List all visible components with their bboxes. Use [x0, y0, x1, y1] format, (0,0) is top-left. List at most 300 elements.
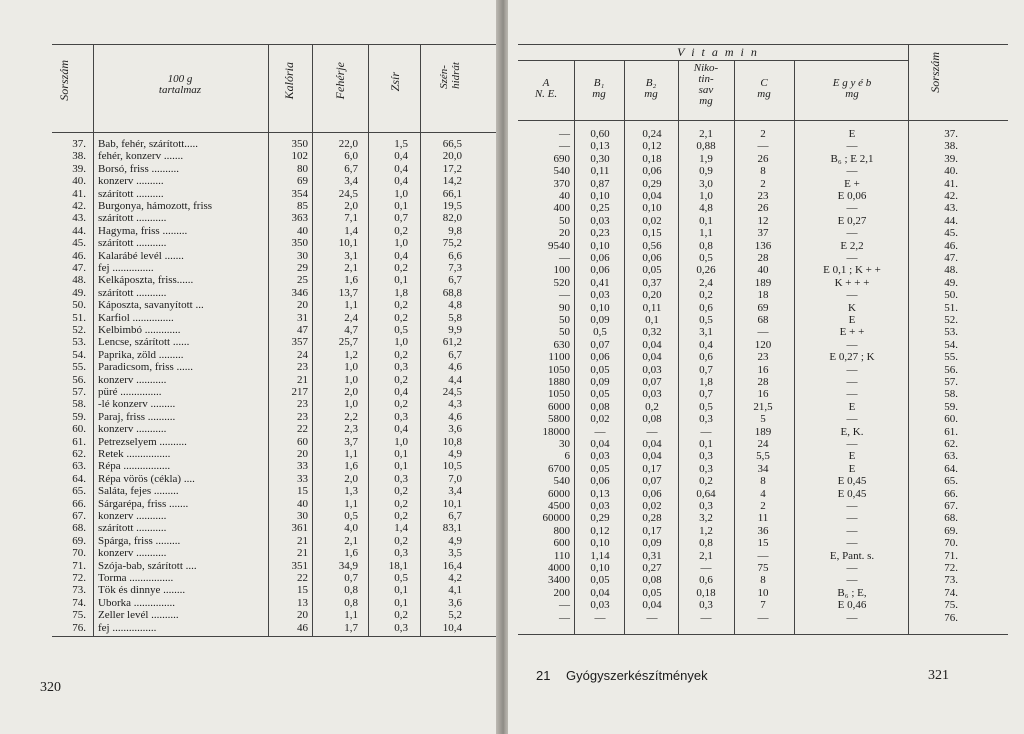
cell-kaloria: 21 — [297, 373, 308, 386]
cell-sorszam: 52. — [72, 324, 86, 336]
cell-zsir: 0,2 — [394, 398, 408, 411]
page-number-left: 320 — [40, 680, 61, 695]
cell-kaloria: 357 — [291, 336, 308, 349]
cell-egyeb: E 0,27 ; K — [829, 351, 875, 364]
cell-b2: 0,31 — [642, 549, 662, 562]
cell-feherje: 0,8 — [344, 584, 358, 597]
cell-zsir: 0,1 — [394, 584, 408, 597]
table-row — [0, 522, 500, 534]
table-row — [508, 202, 1024, 214]
cell-feherje: 22,0 — [338, 138, 358, 150]
cell-zsir: 0,1 — [394, 460, 408, 473]
cell-egyeb: — — [846, 140, 858, 153]
cell-sorszam: 43. — [944, 202, 958, 215]
cell-feherje: 1,1 — [344, 497, 358, 510]
cell-food: szárított ........... — [98, 212, 167, 225]
header-sorszam-right: Sorszám — [928, 52, 942, 93]
cell-food: Burgonya, hámozott, friss — [98, 200, 213, 212]
cell-vitamin-a: 630 — [553, 338, 570, 351]
cell-vitamin-a: 400 — [553, 202, 570, 215]
cell-sorszam: 51. — [944, 301, 958, 314]
cell-zsir: 0,1 — [394, 274, 408, 287]
cell-b2: 0,11 — [642, 301, 662, 314]
table-row — [0, 485, 500, 497]
cell-egyeb: E — [848, 400, 856, 413]
cell-nikotinsav: 2,4 — [699, 276, 713, 289]
cell-b1: 0,09 — [590, 376, 610, 388]
cell-nikotinsav: 0,1 — [699, 438, 713, 450]
cell-egyeb: — — [846, 512, 858, 525]
cell-szenhidrat: 7,3 — [448, 262, 462, 274]
cell-c: — — [757, 611, 769, 624]
table-row — [0, 212, 500, 224]
cell-nikotinsav: 0,5 — [699, 400, 713, 413]
cell-zsir: 0,2 — [394, 311, 408, 324]
cell-c: 68 — [757, 314, 769, 326]
cell-zsir: 0,1 — [394, 448, 408, 460]
cell-b2: 0,03 — [642, 363, 662, 376]
cell-sorszam: 72. — [72, 572, 86, 584]
cell-b2: 0,04 — [642, 190, 662, 202]
cell-kaloria: 361 — [291, 522, 308, 535]
cell-c: 16 — [757, 363, 769, 376]
cell-sorszam: 45. — [72, 237, 86, 250]
cell-szenhidrat: 6,7 — [448, 510, 462, 522]
cell-egyeb: E — [848, 450, 856, 463]
cell-c: 5 — [760, 413, 766, 426]
cell-egyeb: — — [846, 438, 858, 450]
cell-zsir: 1,0 — [394, 187, 408, 200]
cell-sorszam: 46. — [72, 249, 86, 262]
cell-food: Borsó, friss .......... — [98, 162, 179, 175]
cell-food: -lé konzerv ......... — [98, 398, 176, 411]
cell-kaloria: 21 — [297, 534, 308, 547]
cell-zsir: 1,4 — [394, 522, 408, 535]
cell-sorszam: 59. — [944, 400, 958, 413]
cell-sorszam: 70. — [72, 547, 86, 560]
cell-feherje: 2,0 — [344, 472, 358, 485]
cell-kaloria: 85 — [297, 200, 308, 212]
cell-food: Torma ................ — [98, 572, 174, 584]
table-row — [0, 560, 500, 572]
cell-vitamin-a: — — [559, 289, 570, 302]
cell-nikotinsav: 0,8 — [699, 537, 713, 550]
cell-c: 8 — [760, 475, 766, 488]
cell-egyeb: — — [846, 363, 858, 376]
cell-b2: 0,05 — [642, 264, 662, 277]
cell-zsir: 0,4 — [394, 150, 408, 163]
cell-szenhidrat: 10,1 — [442, 497, 462, 510]
cell-feherje: 1,4 — [344, 224, 358, 237]
cell-b1: 0,11 — [590, 165, 610, 178]
cell-kaloria: 354 — [291, 187, 308, 200]
cell-kaloria: 15 — [297, 584, 308, 597]
cell-zsir: 0,3 — [394, 621, 408, 634]
cell-kaloria: 21 — [297, 547, 308, 560]
cell-vitamin-a: 5800 — [548, 413, 570, 426]
cell-nikotinsav: 0,6 — [699, 351, 713, 364]
cell-sorszam: 66. — [944, 487, 958, 500]
cell-b2: 0,05 — [642, 586, 662, 599]
cell-food: szárított ........... — [98, 286, 167, 299]
cell-b2: — — [646, 611, 658, 624]
cell-sorszam: 72. — [944, 562, 958, 574]
cell-b1: 0,10 — [590, 562, 610, 574]
cell-b2: 0,32 — [642, 326, 662, 339]
table-row — [508, 277, 1024, 289]
cell-szenhidrat: 4,2 — [448, 572, 462, 584]
cell-sorszam: 75. — [944, 599, 958, 612]
cell-c: 75 — [757, 562, 769, 574]
table-row — [0, 374, 500, 386]
cell-zsir: 0,2 — [394, 262, 408, 274]
cell-szenhidrat: 66,5 — [442, 138, 462, 150]
cell-egyeb: — — [846, 537, 858, 550]
cell-egyeb: — — [846, 524, 858, 537]
cell-sorszam: 68. — [72, 522, 86, 535]
cell-egyeb: E 0,06 — [837, 190, 867, 202]
cell-szenhidrat: 4,9 — [448, 534, 462, 547]
table-row — [0, 448, 500, 460]
cell-feherje: 10,1 — [338, 237, 358, 250]
cell-zsir: 18,1 — [388, 559, 408, 572]
cell-sorszam: 44. — [944, 214, 958, 227]
cell-szenhidrat: 3,5 — [448, 547, 462, 560]
cell-kaloria: 69 — [297, 175, 308, 188]
cell-kaloria: 23 — [297, 410, 308, 423]
table-row — [508, 488, 1024, 500]
cell-szenhidrat: 14,2 — [442, 175, 462, 188]
cell-egyeb: E, Pant. s. — [829, 549, 875, 562]
cell-sorszam: 76. — [72, 621, 86, 634]
table-row — [508, 413, 1024, 425]
left-table-bottom-rule — [52, 636, 498, 637]
cell-kaloria: 102 — [291, 150, 308, 163]
cell-kaloria: 46 — [297, 621, 308, 634]
cell-feherje: 13,7 — [338, 286, 358, 299]
cell-sorszam: 74. — [72, 596, 86, 609]
cell-kaloria: 350 — [291, 138, 308, 150]
table-row — [508, 252, 1024, 264]
cell-zsir: 0,3 — [394, 472, 408, 485]
cell-food: konzerv ........... — [98, 373, 167, 386]
cell-c: 15 — [757, 537, 769, 550]
cell-vitamin-a: 30 — [559, 438, 570, 450]
left-table-top-rule — [52, 44, 498, 45]
cell-nikotinsav: 1,0 — [699, 190, 713, 202]
cell-szenhidrat: 7,0 — [448, 472, 462, 485]
cell-szenhidrat: 66,1 — [442, 187, 462, 200]
cell-feherje: 2,2 — [344, 410, 358, 423]
cell-szenhidrat: 68,8 — [442, 286, 462, 299]
cell-feherje: 1,7 — [344, 621, 358, 634]
cell-c: 69 — [757, 301, 769, 314]
cell-zsir: 0,4 — [394, 423, 408, 436]
cell-nikotinsav: 2,1 — [699, 549, 713, 562]
cell-feherje: 2,3 — [344, 423, 358, 436]
cell-b2: 0,03 — [642, 388, 662, 401]
cell-b1: 0,10 — [590, 301, 610, 314]
cell-feherje: 4,7 — [344, 324, 358, 336]
cell-egyeb: — — [846, 289, 858, 302]
cell-b2: 0,09 — [642, 537, 662, 550]
cell-food: Paprika, zöld ......... — [98, 348, 184, 361]
right-table-bottom-rule — [518, 634, 1008, 635]
cell-egyeb: — — [846, 562, 858, 574]
table-row — [0, 163, 500, 175]
cell-nikotinsav: 0,7 — [699, 363, 713, 376]
cell-sorszam: 48. — [72, 274, 86, 287]
cell-nikotinsav: 3,1 — [699, 326, 713, 339]
cell-b1: 0,10 — [590, 190, 610, 202]
cell-kaloria: 40 — [297, 497, 308, 510]
cell-sorszam: 60. — [72, 423, 86, 436]
cell-b2: 0,10 — [642, 202, 662, 215]
cell-b1: 0,23 — [590, 227, 610, 240]
cell-zsir: 0,7 — [394, 212, 408, 225]
cell-vitamin-a: 1050 — [548, 388, 570, 401]
table-row — [0, 547, 500, 559]
table-row — [0, 274, 500, 286]
cell-vitamin-a: 6000 — [548, 487, 570, 500]
cell-c: 189 — [754, 425, 772, 438]
cell-b1: 0,06 — [590, 351, 610, 364]
cell-b1: 0,30 — [590, 152, 610, 165]
cell-b1: 0,09 — [590, 314, 610, 326]
cell-szenhidrat: 61,2 — [442, 336, 462, 349]
cell-feherje: 2,1 — [344, 262, 358, 274]
cell-c: 2 — [760, 500, 766, 512]
cell-food: konzerv ........... — [98, 510, 167, 522]
cell-feherje: 0,7 — [344, 572, 358, 584]
cell-sorszam: 54. — [944, 338, 958, 351]
cell-zsir: 1,0 — [394, 336, 408, 349]
cell-szenhidrat: 20,0 — [442, 150, 462, 163]
cell-c: 11 — [757, 512, 769, 525]
cell-c: 23 — [757, 190, 769, 202]
cell-b2: 0,37 — [642, 276, 662, 289]
cell-c: 8 — [760, 165, 766, 178]
cell-kaloria: 346 — [291, 286, 308, 299]
cell-szenhidrat: 10,4 — [442, 621, 462, 634]
cell-sorszam: 57. — [72, 386, 86, 398]
cell-nikotinsav: 0,6 — [699, 301, 713, 314]
cell-zsir: 0,3 — [394, 361, 408, 374]
table-row — [0, 324, 500, 336]
cell-b2: 0,04 — [642, 338, 662, 351]
left-page — [0, 0, 500, 734]
cell-zsir: 1,0 — [394, 435, 408, 448]
cell-egyeb: B₆ ; E, — [837, 586, 867, 599]
cell-vitamin-a: 18000 — [542, 425, 570, 438]
header-feherje: Fehérje — [333, 62, 347, 100]
table-row — [508, 475, 1024, 487]
cell-c: 120 — [754, 338, 772, 351]
cell-szenhidrat: 19,5 — [442, 200, 462, 212]
table-row — [508, 401, 1024, 413]
cell-c: 37 — [757, 227, 769, 240]
cell-b2: 0,06 — [642, 252, 662, 264]
cell-szenhidrat: 17,2 — [442, 162, 462, 175]
cell-kaloria: 24 — [297, 348, 308, 361]
cell-sorszam: 57. — [944, 376, 958, 388]
cell-feherje: 3,1 — [344, 249, 358, 262]
cell-sorszam: 63. — [72, 460, 86, 473]
cell-sorszam: 65. — [72, 485, 86, 498]
cell-sorszam: 64. — [72, 472, 86, 485]
cell-vitamin-a: 110 — [553, 549, 570, 562]
cell-b1: 0,13 — [590, 487, 610, 500]
cell-b1: 0,04 — [590, 586, 610, 599]
cell-sorszam: 75. — [72, 609, 86, 622]
cell-b2: 0,04 — [642, 351, 662, 364]
cell-vitamin-a: 90 — [559, 301, 570, 314]
cell-szenhidrat: 4,3 — [448, 398, 462, 411]
cell-vitamin-a: 6000 — [548, 400, 570, 413]
cell-b1: 0,87 — [590, 177, 610, 190]
footer-section-title: Gyógyszerkészítmények — [566, 668, 708, 683]
cell-b2: 0,08 — [642, 574, 662, 587]
cell-kaloria: 40 — [297, 224, 308, 237]
cell-b2: 0,18 — [642, 152, 662, 165]
cell-szenhidrat: 5,2 — [448, 609, 462, 622]
cell-zsir: 0,5 — [394, 324, 408, 336]
cell-sorszam: 55. — [72, 361, 86, 374]
cell-b1: 0,03 — [590, 289, 610, 302]
cell-egyeb: — — [846, 202, 858, 215]
cell-zsir: 1,5 — [394, 138, 408, 150]
table-row — [508, 587, 1024, 599]
table-row — [508, 438, 1024, 450]
cell-food: Kelkáposzta, friss...... — [98, 274, 194, 287]
cell-food: Répa ................. — [98, 460, 171, 473]
cell-nikotinsav: — — [700, 562, 712, 574]
cell-food: Karfiol ............... — [98, 311, 174, 324]
cell-b2: 0,28 — [642, 512, 662, 525]
cell-sorszam: 39. — [944, 152, 958, 165]
cell-vitamin-a: — — [559, 599, 570, 612]
cell-nikotinsav: 0,64 — [696, 487, 716, 500]
cell-egyeb: E + + — [839, 326, 865, 339]
table-row — [508, 599, 1024, 611]
cell-sorszam: 53. — [72, 336, 86, 349]
cell-b1: 0,03 — [590, 214, 610, 227]
cell-sorszam: 44. — [72, 224, 86, 237]
cell-c: 5,5 — [756, 450, 770, 463]
cell-szenhidrat: 16,4 — [442, 559, 462, 572]
cell-b2: 0,06 — [642, 487, 662, 500]
cell-sorszam: 69. — [72, 534, 86, 547]
cell-egyeb: E — [848, 314, 856, 326]
cell-egyeb: — — [846, 252, 858, 264]
cell-vitamin-a: 9540 — [548, 239, 570, 252]
cell-b2: 0,02 — [642, 214, 662, 227]
table-row — [0, 436, 500, 448]
cell-sorszam: 48. — [944, 264, 958, 277]
cell-nikotinsav: 0,3 — [699, 450, 713, 463]
cell-feherje: 0,5 — [344, 510, 358, 522]
cell-zsir: 0,2 — [394, 224, 408, 237]
cell-vitamin-a: 1050 — [548, 363, 570, 376]
cell-sorszam: 40. — [72, 175, 86, 188]
cell-egyeb: K — [848, 301, 856, 314]
cell-kaloria: 20 — [297, 299, 308, 312]
cell-kaloria: 363 — [291, 212, 308, 225]
cell-zsir: 0,2 — [394, 373, 408, 386]
table-row — [508, 550, 1024, 562]
cell-zsir: 0,2 — [394, 497, 408, 510]
cell-nikotinsav: 0,2 — [699, 475, 713, 488]
cell-b1: 0,05 — [590, 388, 610, 401]
cell-sorszam: 69. — [944, 524, 958, 537]
table-row — [0, 312, 500, 324]
cell-c: 36 — [757, 524, 769, 537]
cell-b2: 0,1 — [645, 314, 659, 326]
cell-nikotinsav: 0,7 — [699, 388, 713, 401]
cell-sorszam: 43. — [72, 212, 86, 225]
cell-nikotinsav: 1,9 — [699, 152, 713, 165]
cell-vitamin-a: 4500 — [548, 500, 570, 512]
cell-food: fej ............... — [98, 262, 154, 274]
cell-nikotinsav: 2,1 — [699, 128, 713, 140]
cell-food: szárított ........... — [98, 522, 167, 535]
cell-feherje: 6,7 — [344, 162, 358, 175]
cell-b1: 0,05 — [590, 574, 610, 587]
cell-kaloria: 20 — [297, 609, 308, 622]
cell-feherje: 1,6 — [344, 547, 358, 560]
cell-b2: 0,29 — [642, 177, 662, 190]
cell-szenhidrat: 82,0 — [442, 212, 462, 225]
cell-zsir: 0,1 — [394, 596, 408, 609]
cell-szenhidrat: 3,6 — [448, 423, 462, 436]
cell-food: Zeller levél .......... — [98, 609, 179, 622]
cell-c: 2 — [760, 128, 766, 140]
cell-zsir: 0,2 — [394, 485, 408, 498]
table-row — [0, 498, 500, 510]
table-row — [0, 299, 500, 311]
cell-b1: 0,07 — [590, 338, 610, 351]
cell-c: 136 — [754, 239, 772, 252]
cell-sorszam: 67. — [944, 500, 958, 512]
table-row — [508, 339, 1024, 351]
cell-b1: 0,05 — [590, 462, 610, 475]
table-row — [0, 349, 500, 361]
cell-c: — — [757, 326, 769, 339]
table-row — [508, 326, 1024, 338]
cell-b2: 0,04 — [642, 599, 662, 612]
cell-c: — — [757, 549, 769, 562]
cell-sorszam: 70. — [944, 537, 958, 550]
page-number-right: 321 — [928, 668, 949, 683]
cell-b2: 0,06 — [642, 165, 662, 178]
cell-vitamin-a: 600 — [553, 537, 570, 550]
cell-sorszam: 73. — [72, 584, 86, 597]
cell-c: 16 — [757, 388, 769, 401]
cell-sorszam: 56. — [944, 363, 958, 376]
cell-nikotinsav: 1,8 — [699, 376, 713, 388]
table-row — [0, 150, 500, 162]
table-row — [508, 264, 1024, 276]
cell-food: Retek ................ — [98, 448, 171, 460]
table-row — [0, 175, 500, 187]
cell-b1: — — [594, 425, 606, 438]
cell-egyeb: E 0,1 ; K + + — [823, 264, 881, 277]
cell-nikotinsav: 0,2 — [699, 289, 713, 302]
cell-vitamin-a: — — [559, 128, 570, 140]
cell-egyeb: E + — [844, 177, 860, 190]
cell-b1: 0,03 — [590, 599, 610, 612]
cell-food: fehér, konzerv ....... — [98, 150, 184, 163]
